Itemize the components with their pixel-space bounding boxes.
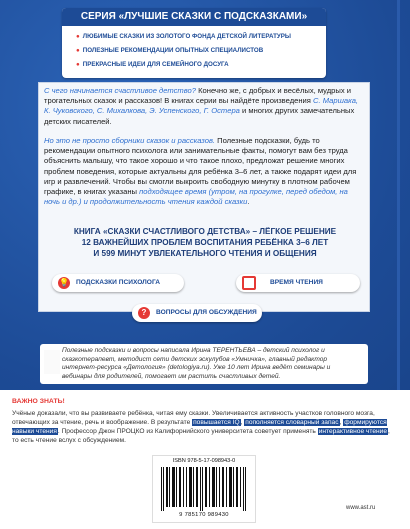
feature-label: ВРЕМЯ ЧТЕНИЯ bbox=[270, 279, 323, 286]
series-item bbox=[76, 61, 229, 68]
intro-authors: С. Маршака, К. Чуковского, С. Михалкова, Э. Успенского, Г. Остера bbox=[44, 96, 359, 116]
interactive-reading-highlight: интерактивное чтение bbox=[318, 428, 387, 435]
bullet-icon: ● bbox=[76, 47, 80, 54]
series-title: СЕРИЯ «ЛУЧШИЕ СКАЗКИ С ПОДСКАЗКАМИ» bbox=[62, 8, 326, 26]
intro-text: Конечно же, с добрых и весёлых, мудрых и трогательных сказок и рассказов! В книгах серии вы найдёте произведения bbox=[44, 86, 351, 106]
important-heading: ВАЖНО ЗНАТЬ! bbox=[12, 398, 65, 405]
author-photo bbox=[44, 350, 60, 374]
clock-icon bbox=[242, 276, 256, 290]
author-note-text: Полезные подсказки и вопросы написала Ирина ТЕРЕНТЬЕВА – детский психолог и сказкотерапевт, методист сети детских эскулубов «Умничка», главный редактор интернет-ресурса «Детология» (detologiya.ru). Уже 10 лет Ирина ведёт семинары и вебинары для родителей, помогает им растить счастливых детей. bbox=[62, 347, 331, 380]
intro-question: С чего начинается счастливое детство? bbox=[44, 86, 196, 95]
series-item bbox=[76, 33, 291, 40]
series-item bbox=[76, 47, 263, 54]
barcode-digits: 9 785170 989430 bbox=[179, 512, 229, 518]
feature-psychologist-hints bbox=[52, 274, 184, 292]
series-item-label: ПОЛЕЗНЫЕ РЕКОМЕНДАЦИИ ОПЫТНЫХ СПЕЦИАЛИСТОВ bbox=[82, 47, 264, 54]
series-box bbox=[62, 8, 326, 78]
book-title-line: КНИГА «СКАЗКИ СЧАСТЛИВОГО ДЕТСТВА» – ЛЁГКОЕ РЕШЕНИЕ bbox=[73, 227, 337, 236]
book-title-block bbox=[44, 226, 366, 259]
intro-text-end: и многих других замечательных детских писателей. bbox=[44, 106, 355, 126]
important-text-part: , bbox=[339, 419, 344, 426]
hints-text-end: . bbox=[247, 197, 250, 207]
hints-paragraph bbox=[44, 136, 364, 207]
feature-label: ВОПРОСЫ ДЛЯ ОБСУЖДЕНИЯ bbox=[156, 309, 257, 316]
important-text-part: , bbox=[240, 419, 245, 426]
important-text-part: , то есть чтение вслух с обсуждением. bbox=[12, 428, 390, 444]
intro-paragraph bbox=[44, 86, 364, 127]
iq-highlight: повышается IQ bbox=[193, 419, 240, 426]
series-item-label: ПРЕКРАСНЫЕ ИДЕИ ДЛЯ СЕМЕЙНОГО ДОСУГА bbox=[82, 61, 229, 68]
publisher-site: www.ast.ru bbox=[346, 505, 376, 511]
bullet-icon: ● bbox=[76, 61, 80, 68]
important-text-part: Учёные доказали, что вы развиваете ребёнка, читая ему сказки. Увеличивается активность участков головного мозга, отвечающих за чтение, речь и воображение. В результате bbox=[12, 410, 375, 426]
isbn-block bbox=[152, 455, 256, 523]
bullet-icon: ● bbox=[76, 33, 80, 40]
feature-reading-time bbox=[236, 274, 360, 292]
isbn-label: ISBN 978-5-17-098943-0 bbox=[172, 458, 236, 464]
feature-label: ПОДСКАЗКИ ПСИХОЛОГА bbox=[76, 279, 161, 286]
book-title-line: 12 ВАЖНЕЙШИХ ПРОБЛЕМ ВОСПИТАНИЯ РЕБЁНКА 3–6 ЛЕТ bbox=[81, 238, 329, 247]
feature-discussion-questions bbox=[132, 304, 262, 322]
series-item-label: ЛЮБИМЫЕ СКАЗКИ ИЗ ЗОЛОТОГО ФОНДА ДЕТСКОЙ ЛИТЕРАТУРЫ bbox=[82, 33, 291, 40]
lead-sentence: Но это не просто сборники сказок и рассказов. bbox=[44, 136, 216, 145]
question-icon: ? bbox=[138, 307, 150, 319]
hints-text: Полезные подсказки, будь то рекомендации опытного психолога или занимательные факты, помогут вам без труда объяснить малышу, что такое хорошо и что такое плохо, предложат решение многих проблем поведения, которые актуальны для ребёнка 3–6 лет, а также подарят идеи для игр и развлечений. Чтобы вы смогли выкроить свободную минутку в плотном рабочем графике, в книгах указаны bbox=[44, 136, 357, 197]
reading-skills-highlight: формируются навыки чтения bbox=[12, 419, 387, 435]
reading-time-highlight: подходящее время (утром, на прогулке, перед обедом, на ночь и др.) и продолжительность чтения каждой сказки bbox=[44, 187, 348, 207]
barcode bbox=[159, 467, 249, 511]
author-note bbox=[40, 344, 368, 384]
important-text-part: . Профессор Джон ПРОЦКО из Калифорнийского университета советует применять bbox=[57, 428, 318, 435]
book-title-line: И 599 МИНУТ УВЛЕКАТЕЛЬНОГО ЧТЕНИЯ И ОБЩЕНИЯ bbox=[93, 249, 317, 258]
important-text bbox=[12, 409, 396, 445]
lightbulb-icon: 💡 bbox=[59, 278, 69, 287]
vocabulary-highlight: пополняется словарный запас bbox=[245, 419, 339, 426]
